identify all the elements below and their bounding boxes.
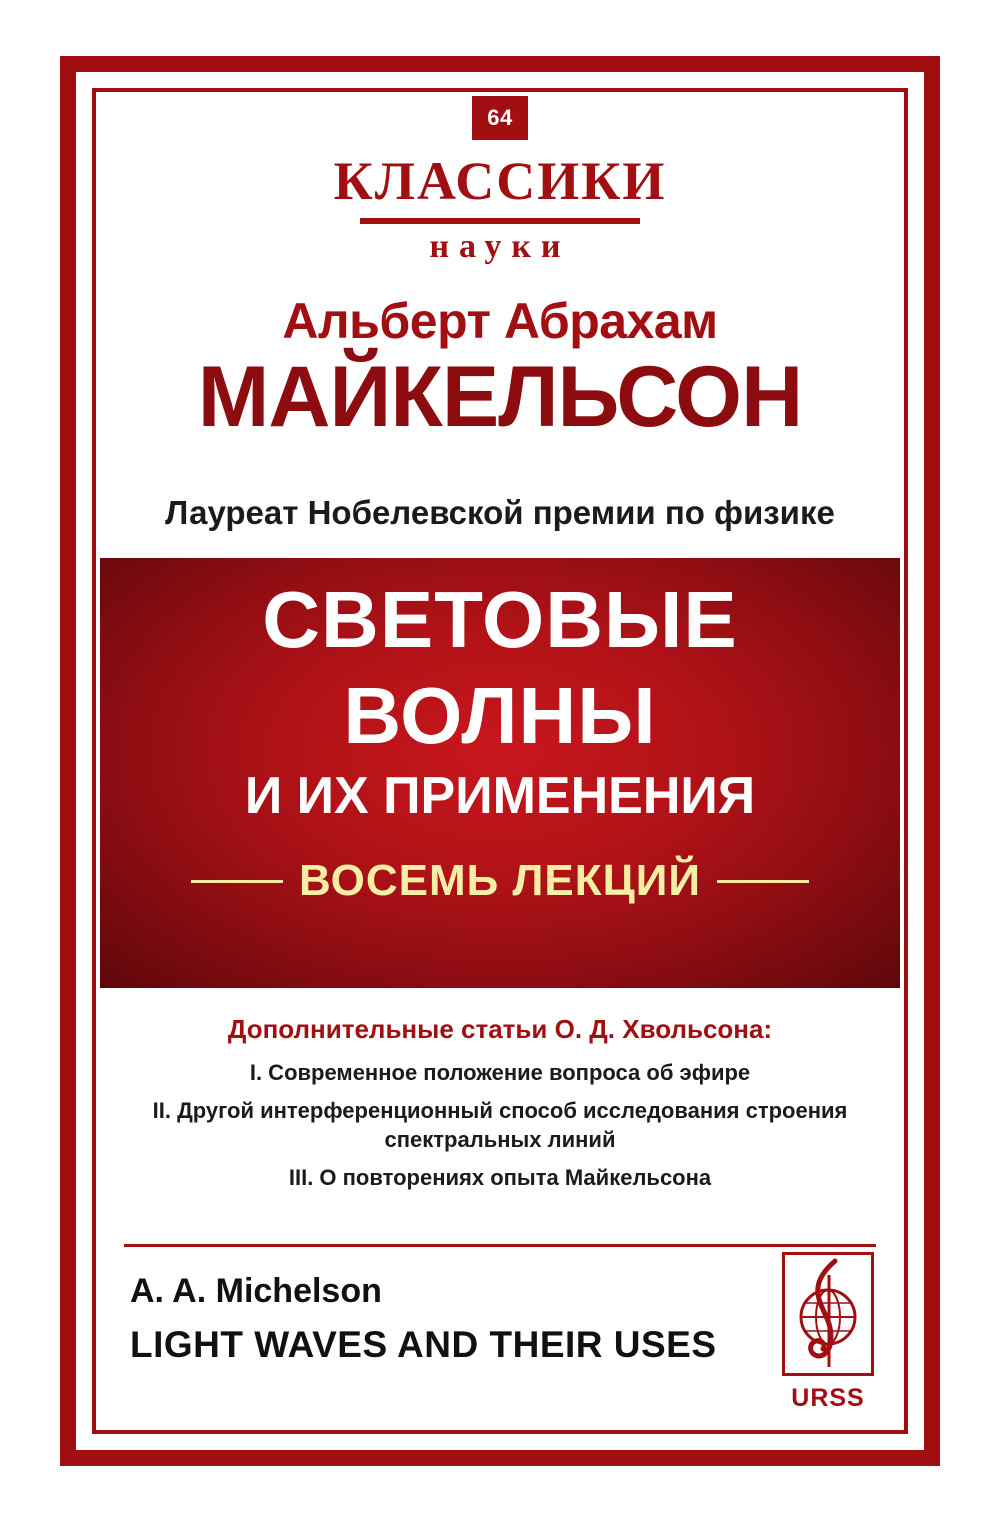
globe-treble-clef-icon xyxy=(782,1252,874,1376)
list-item: I. Современное положение вопроса об эфире xyxy=(249,1060,751,1085)
bottom-divider xyxy=(124,1244,876,1247)
extra-articles-list xyxy=(100,1058,900,1201)
english-title: LIGHT WAVES AND THEIR USES xyxy=(130,1324,717,1365)
publisher-name: URSS xyxy=(791,1384,865,1412)
title-subtitle: ВОСЕМЬ ЛЕКЦИЙ xyxy=(299,856,701,905)
english-author: A. A. Michelson xyxy=(130,1272,382,1310)
author-last-name: МАЙКЕЛЬСОН xyxy=(197,349,803,445)
extra-articles-heading: Дополнительные статьи О. Д. Хвольсона: xyxy=(227,1014,773,1044)
author-first-names: Альберт Абрахам xyxy=(282,293,718,349)
subtitle-rule-right xyxy=(717,880,809,883)
subtitle-rule-left xyxy=(191,880,283,883)
title-subtitle-row xyxy=(100,856,900,906)
title-block xyxy=(100,558,900,988)
title-line-2: ВОЛНЫ xyxy=(343,671,657,760)
title-line-3: И ИХ ПРИМЕНЕНИЯ xyxy=(244,767,756,825)
series-subtitle: науки xyxy=(429,228,571,265)
series-title: КЛАССИКИ xyxy=(333,151,667,211)
series-number-badge: 64 xyxy=(472,96,528,140)
title-line-1: СВЕТОВЫЕ xyxy=(262,575,738,664)
author-note: Лауреат Нобелевской премии по физике xyxy=(165,494,835,531)
series-divider xyxy=(360,218,640,224)
list-item: III. О повторениях опыта Майкельсона xyxy=(288,1165,712,1191)
list-item: II. Другой интерференционный способ исследования строения спектральных линий xyxy=(152,1097,848,1153)
cover-content xyxy=(100,96,900,1426)
